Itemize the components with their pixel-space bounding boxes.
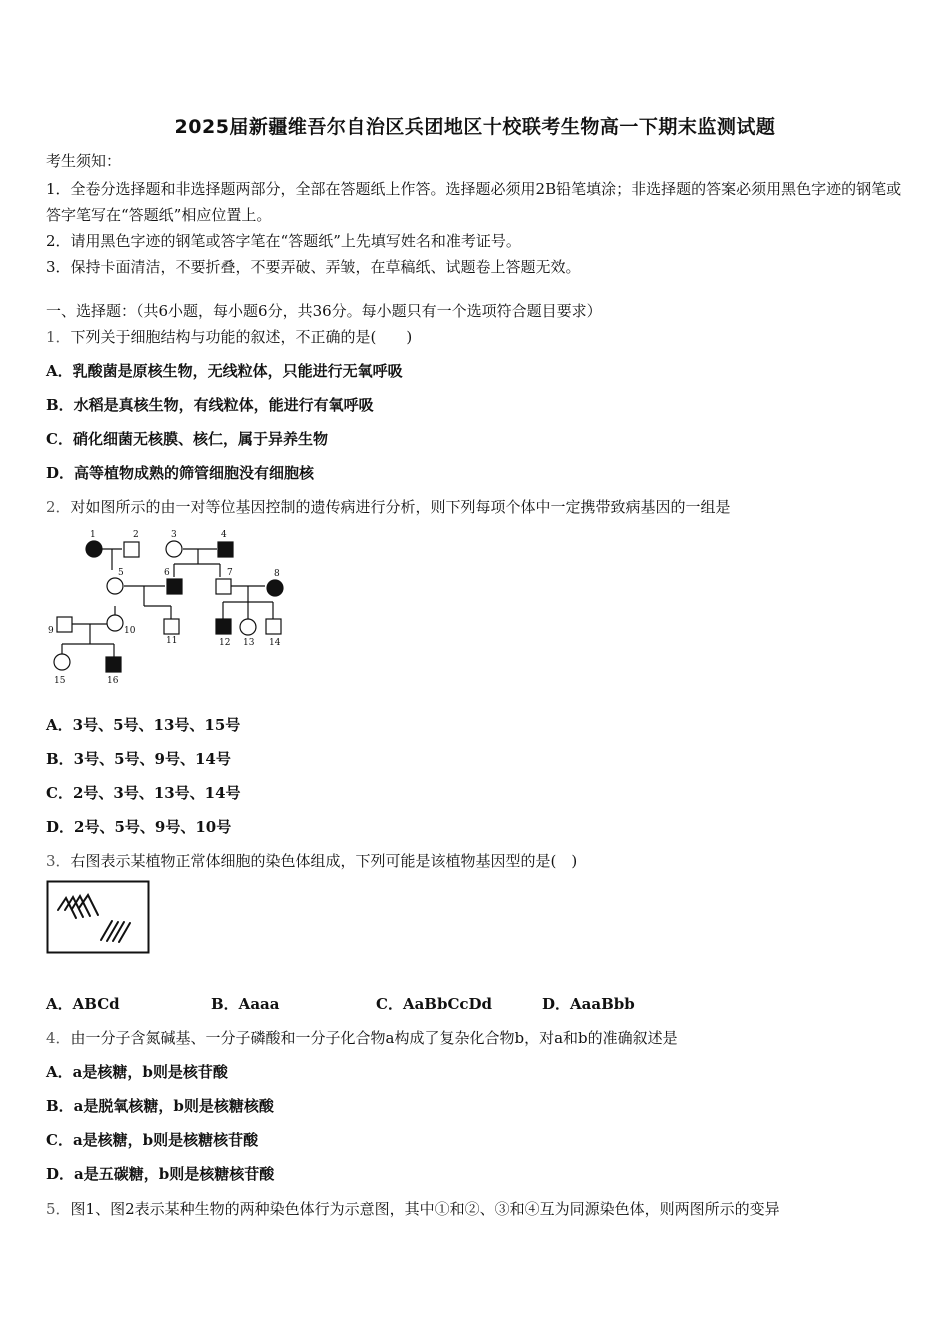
pedigree-individual-16 [106,657,121,672]
notice-item: 2．请用黑色字迹的钢笔或答字笔在“答题纸”上先填写姓名和准考证号。 [46,232,521,250]
q4-option-d: D．a是五碳糖，b则是核糖核苷酸 [46,1165,275,1183]
q2-option-c: C．2号、3号、13号、14号 [46,784,241,802]
question-2-stem [46,496,731,517]
notice-heading: 考生须知： [46,152,122,170]
question-1-stem [46,326,412,347]
pedigree-label: 13 [243,638,255,648]
pedigree-label: 15 [54,676,66,686]
pedigree-label: 4 [221,530,227,540]
chromosome-figure [46,880,152,956]
pedigree-individual-14 [266,619,281,634]
pedigree-individual-1 [86,541,102,557]
pedigree-individual-7 [216,579,231,594]
question-number: 2． [46,498,71,516]
question-text: 右图表示某植物正常体细胞的染色体组成，下列可能是该植物基因型的是( ) [70,852,578,870]
pedigree-label: 3 [171,530,177,540]
pedigree-individual-2 [124,542,139,557]
q3-option-d: D．AaaBbb [542,995,635,1013]
q1-option-c: C．硝化细菌无核膜、核仁，属于异养生物 [46,430,328,448]
pedigree-label: 12 [219,638,231,648]
question-text: 对如图所示的由一对等位基因控制的遗传病进行分析，则下列每项个体中一定携带致病基因的一组是 [70,498,731,516]
pedigree-diagram [40,526,300,692]
pedigree-label: 7 [227,568,233,578]
pedigree-individual-13 [240,619,256,635]
q4-option-b: B．a是脱氧核糖，b则是核糖核酸 [46,1097,274,1115]
question-3-stem [46,850,577,871]
pedigree-label: 2 [133,530,139,540]
pedigree-label: 1 [90,530,96,540]
pedigree-individual-12 [216,619,231,634]
pedigree-label: 14 [269,638,281,648]
question-number: 1． [46,328,71,346]
pedigree-individual-5 [107,578,123,594]
notice-list [46,176,908,280]
q3-option-a: A．ABCd [46,995,120,1013]
q2-option-d: D．2号、5号、9号、10号 [46,818,232,836]
question-5-stem [46,1198,780,1219]
pedigree-label: 9 [48,626,54,636]
q2-option-b: B．3号、5号、9号、14号 [46,750,231,768]
notice-item: 1．全卷分选择题和非选择题两部分，全部在答题纸上作答。选择题必须用2B铅笔填涂；非选择题的答案必须用黑色字迹的钢笔或答字笔写在“答题纸”相应位置上。 [46,180,902,224]
pedigree-label: 16 [107,676,119,686]
pedigree-label: 10 [124,626,136,636]
notice-item: 3．保持卡面清洁，不要折叠，不要弄破、弄皱，在草稿纸、试题卷上答题无效。 [46,258,581,276]
pedigree-individual-10 [107,615,123,631]
q1-option-b: B．水稻是真核生物，有线粒体，能进行有氧呼吸 [46,396,374,414]
q3-option-c: C．AaBbCcDd [376,995,493,1013]
q1-option-d: D．高等植物成熟的筛管细胞没有细胞核 [46,464,315,482]
pedigree-label: 11 [166,636,178,646]
q4-option-a: A．a是核糖，b则是核苷酸 [46,1063,228,1081]
question-number: 5． [46,1200,71,1218]
question-number: 3． [46,852,71,870]
question-number: 4． [46,1029,71,1047]
q3-option-b: B．Aaaa [211,995,280,1013]
pedigree-label: 8 [274,569,280,579]
section-heading: 一、选择题：（共6小题，每小题6分，共36分。每小题只有一个选项符合题目要求） [46,302,602,320]
pedigree-individual-11 [164,619,179,634]
question-text: 图1、图2表示某种生物的两种染色体行为示意图，其中①和②、③和④互为同源染色体，则两图所示的变异 [70,1200,780,1218]
pedigree-label: 5 [118,568,124,578]
question-text: 由一分子含氮碱基、一分子磷酸和一分子化合物a构成了复杂化合物b，对a和b的准确叙述是 [70,1029,678,1047]
q2-option-a: A．3号、5号、13号、15号 [46,716,241,734]
question-4-stem [46,1027,678,1048]
page-title: 2025届新疆维吾尔自治区兵团地区十校联考生物高一下期末监测试题 [174,116,776,138]
pedigree-individual-3 [166,541,182,557]
q1-option-a: A．乳酸菌是原核生物，无线粒体，只能进行无氧呼吸 [46,362,403,380]
question-text: 下列关于细胞结构与功能的叙述，不正确的是( ) [70,328,413,346]
pedigree-individual-15 [54,654,70,670]
pedigree-individual-9 [57,617,72,632]
pedigree-individual-4 [218,542,233,557]
pedigree-individual-8 [267,580,283,596]
q4-option-c: C．a是核糖，b则是核糖核苷酸 [46,1131,259,1149]
pedigree-label: 6 [164,568,170,578]
pedigree-individual-6 [167,579,182,594]
